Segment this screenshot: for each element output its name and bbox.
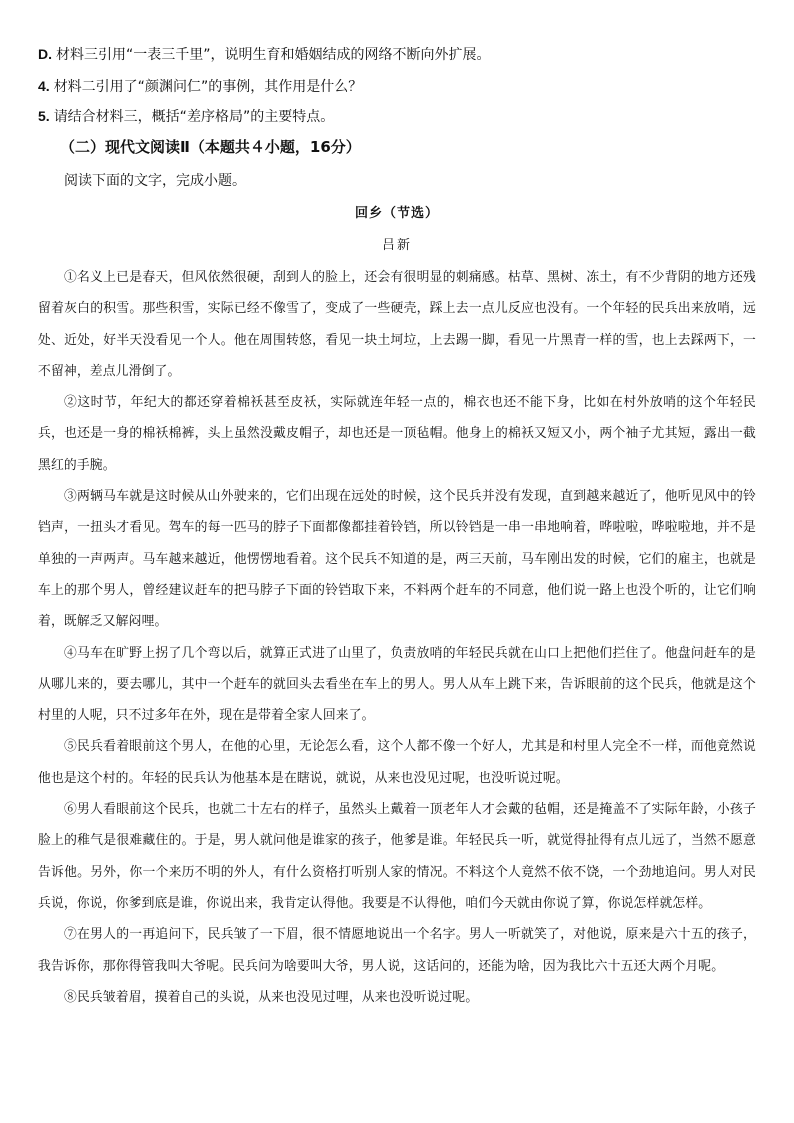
- story-paragraph: ⑥男人看眼前这个民兵，也就二十左右的样子，虽然头上戴着一顶老年人才会戴的毡帽，还是掩盖不了实际年龄，小孩子脸上的稚气是很难藏住的。于是，男人就问他是谁家的孩子，他爹是谁。年轻民兵一听，就觉得扯得有点儿远了，当然不愿意告诉他。另外，你一个来历不明的外人，有什么资格打听别人家的情况。不料这个人竟然不依不饶，一个劲地追问。男人对民兵说，你说，你爹到底是谁，你说出来，我肯定认得他。我要是不认得他，咱们今天就由你说了算，你说怎样就怎样。: [38, 802, 756, 911]
- question-5-label: 5.: [38, 108, 50, 124]
- story-paragraph: ①名义上已是春天，但风依然很硬，刮到人的脸上，还会有很明显的刺痛感。枯草、黑树、冻土，有不少背阴的地方还残留着灰白的积雪。那些积雪，实际已经不像雪了，变成了一些硬壳，踩上去一点儿反应也没有。一个年轻的民兵出来放哨，远处、近处，好半天没看见一个人。他在周围转悠，看见一块土坷垃，上去踢一脚，看见一片黑青一样的雪，也上去踩两下，一不留神，差点儿滑倒了。: [38, 270, 756, 379]
- section-instruction: 阅读下面的文字，完成小题。: [64, 173, 246, 189]
- section-heading: （二）现代文阅读Ⅱ（本题共４小题，16分）: [60, 138, 361, 156]
- story-paragraph: ③两辆马车就是这时候从山外驶来的，它们出现在远处的时候，这个民兵并没有发现，直到越来越近了，他听见风中的铃铛声，一扭头才看见。驾车的每一匹马的脖子下面都像都挂着铃铛，所以铃铛是一串一串地响着，哗啦啦，哗啦啦地，并不是单独的一声两声。马车越来越近，他愣愣地看着。这个民兵不知道的是，两三天前，马车刚出发的时候，它们的雇主，也就是车上的那个男人，曾经建议赶车的把马脖子下面的铃铛取下来，不料两个赶车的不同意，他们说一路上也没个听的，让它们响着，既解乏又解闷哩。: [38, 489, 756, 630]
- question-4-label: 4.: [38, 78, 50, 94]
- option-d-text: 材料三引用“一表三千里”，说明生育和婚姻结成的网络不断向外扩展。: [56, 47, 491, 63]
- option-d: [38, 44, 491, 65]
- option-d-label: D.: [38, 46, 52, 62]
- story-paragraph: ⑤民兵看着眼前这个男人，在他的心里，无论怎么看，这个人都不像一个好人，尤其是和村里人完全不一样，而他竟然说他也是这个村的。年轻的民兵认为他基本是在瞎说，就说，从来也没见过呢，也没听说过呢。: [38, 739, 756, 786]
- story-author: 吕新: [381, 238, 412, 253]
- question-5-text: 请结合材料三，概括“差序格局”的主要特点。: [53, 109, 335, 125]
- question-4-text: 材料二引用了“颜渊问仁”的事例，其作用是什么？: [53, 79, 363, 95]
- story-paragraph: ②这时节，年纪大的都还穿着棉袄甚至皮袄，实际就连年轻一点的，棉衣也还不能下身，比如在村外放哨的这个年轻民兵，也还是一身的棉袄棉裤，头上虽然没戴皮帽子，却也还是一顶毡帽。他身上的棉袄又短又小，两个袖子尤其短，露出一截黑红的手腕。: [38, 395, 756, 473]
- story-body: [38, 262, 756, 1013]
- question-5: [38, 106, 334, 127]
- story-paragraph: ④马车在旷野上拐了几个弯以后，就算正式进了山里了，负责放哨的年轻民兵就在山口上把他们拦住了。他盘问赶车的是从哪儿来的，要去哪儿，其中一个赶车的就回头去看坐在车上的男人。男人从车上跳下来，告诉眼前的这个民兵，他就是这个村里的人呢，只不过多年在外，现在是带着全家人回来了。: [38, 645, 756, 724]
- question-4: [38, 76, 362, 97]
- story-paragraph: ⑦在男人的一再追问下，民兵皱了一下眉，很不情愿地说出一个名字。男人一听就笑了，对他说，原来是六十五的孩子，我告诉你，那你得管我叫大爷呢。民兵问为啥要叫大爷，男人说，这话问的，还能为啥，因为我比六十五还大两个月呢。: [38, 927, 756, 974]
- story-paragraph: ⑧民兵皱着眉，摸着自己的头说，从来也没见过哩，从来也没听说过呢。: [64, 989, 479, 1005]
- story-title: 回乡（节选）: [354, 206, 439, 221]
